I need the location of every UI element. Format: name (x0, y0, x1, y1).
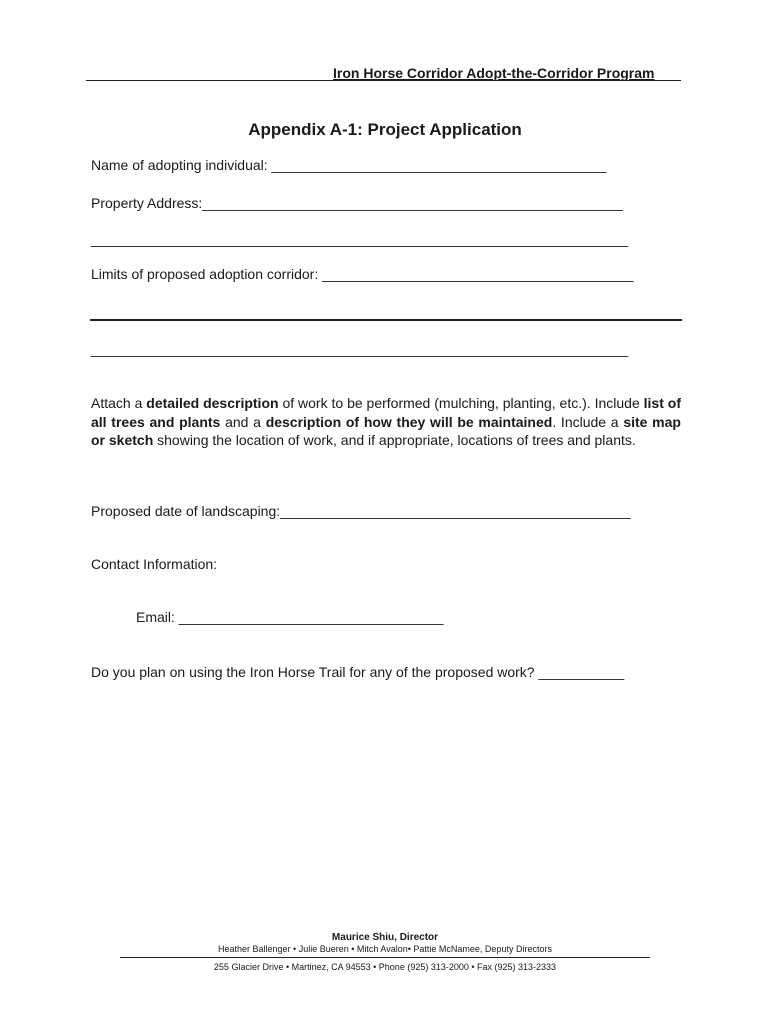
contact-information-label: Contact Information: (91, 556, 218, 572)
program-title: Iron Horse Corridor Adopt-the-Corridor Program (333, 65, 655, 81)
address-field-line2[interactable]: _____________________________________________________________________ (91, 231, 629, 247)
trail-use-question[interactable]: Do you plan on using the Iron Horse Trail for any of the proposed work? ___________ (91, 664, 625, 680)
email-field[interactable]: Email: __________________________________ (136, 609, 444, 625)
name-field[interactable]: Name of adopting individual: ___________________________________________ (91, 157, 607, 173)
footer-address: 255 Glacier Drive • Martinez, CA 94553 • Phone (925) 313-2000 • Fax (925) 313-2333 (213, 962, 557, 972)
footer-rule (120, 957, 650, 958)
page-title: Appendix A-1: Project Application (248, 120, 522, 139)
instructions-paragraph: Attach a detailed description of work to be performed (mulching, planting, etc.). Include list of all trees and plants and a description of how they will be maintained. Include a site map or sketch showing the location of work, and if appropriate, locations of trees and plants. (91, 395, 681, 448)
footer-director: Maurice Shiu, Director (331, 932, 439, 943)
address-field[interactable]: Property Address:______________________________________________________ (91, 195, 623, 211)
limits-field-line2[interactable] (90, 319, 682, 321)
landscaping-date-field[interactable]: Proposed date of landscaping:_____________________________________________ (91, 503, 631, 519)
limits-field[interactable]: Limits of proposed adoption corridor: ________________________________________ (91, 266, 634, 282)
limits-field-line3[interactable]: _____________________________________________________________________ (91, 341, 629, 357)
footer-deputies: Heather Ballenger • Julie Bueren • Mitch Avalon• Pattie McNamee, Deputy Directors (218, 944, 552, 954)
